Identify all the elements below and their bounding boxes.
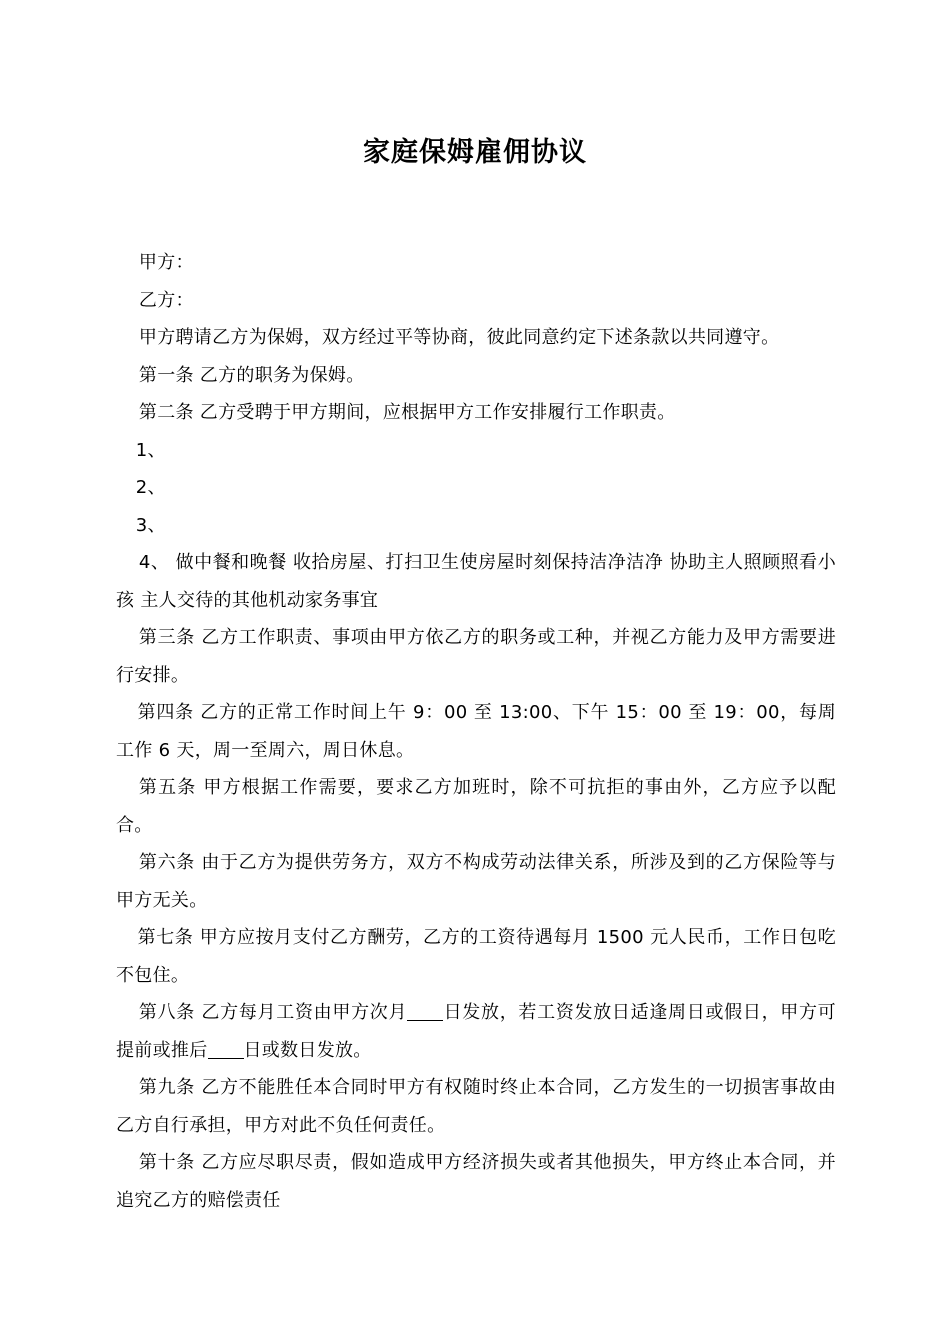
article-2: 第二条 乙方受聘于甲方期间，应根据甲方工作安排履行工作职责。 [138, 402, 676, 423]
duty-item-1: 1、 [135, 439, 166, 461]
delay-blank [208, 1040, 244, 1059]
duty-item-2: 2、 [135, 477, 166, 498]
intro-paragraph: 甲方聘请乙方为保姆，双方经过平等协商，彼此同意约定下述条款以共同遵守。 [138, 327, 780, 348]
duty-item-4: 4、 做中餐和晚餐 收拾房屋、打扫卫生使房屋时刻保持洁净洁净 协助主人照顾照看小孩 主人交待的其他机动家务事宜 [116, 552, 836, 611]
article-3: 第三条 乙方工作职责、事项由甲方依乙方的职务或工种，并视乙方能力及甲方需要进行安排。 [116, 627, 836, 686]
article-9: 第九条 乙方不能胜任本合同时甲方有权随时终止本合同，乙方发生的一切损害事故由乙方自行承担，甲方对此不负任何责任。 [116, 1077, 836, 1136]
article-10: 第十条 乙方应尽职尽责，假如造成甲方经济损失或者其他损失，甲方终止本合同，并追究乙方的赔偿责任 [116, 1152, 836, 1211]
article-8-text-3: 日或数日发放。 [243, 1039, 372, 1061]
document-body [116, 244, 836, 1219]
party-a-line: 甲方： [138, 252, 194, 273]
document-title: 家庭保姆雇佣协议 [363, 137, 587, 168]
article-8-text-2: 日发放，若工资发放日适逢周日或假日，甲方可提前或推后 [116, 1002, 836, 1061]
article-4: 第四条 乙方的正常工作时间上午 9：00 至 13:00、下午 15：00 至 19：00，每周工作 6 天，周一至周六，周日休息。 [116, 702, 836, 761]
article-8 [116, 994, 836, 1069]
article-5: 第五条 甲方根据工作需要，要求乙方加班时，除不可抗拒的事由外，乙方应予以配合。 [116, 777, 836, 836]
article-6: 第六条 由于乙方为提供劳务方，双方不构成劳动法律关系，所涉及到的乙方保险等与甲方无关。 [116, 852, 836, 911]
party-b-line: 乙方： [138, 289, 194, 311]
article-1: 第一条 乙方的职务为保姆。 [138, 364, 365, 386]
article-7: 第七条 甲方应按月支付乙方酬劳，乙方的工资待遇每月 1500 元人民币，工作日包吃不包住。 [116, 927, 836, 986]
duty-item-3: 3、 [135, 514, 166, 536]
article-8-text-1: 第八条 乙方每月工资由甲方次月 [138, 1002, 408, 1023]
payday-blank [407, 1002, 443, 1021]
